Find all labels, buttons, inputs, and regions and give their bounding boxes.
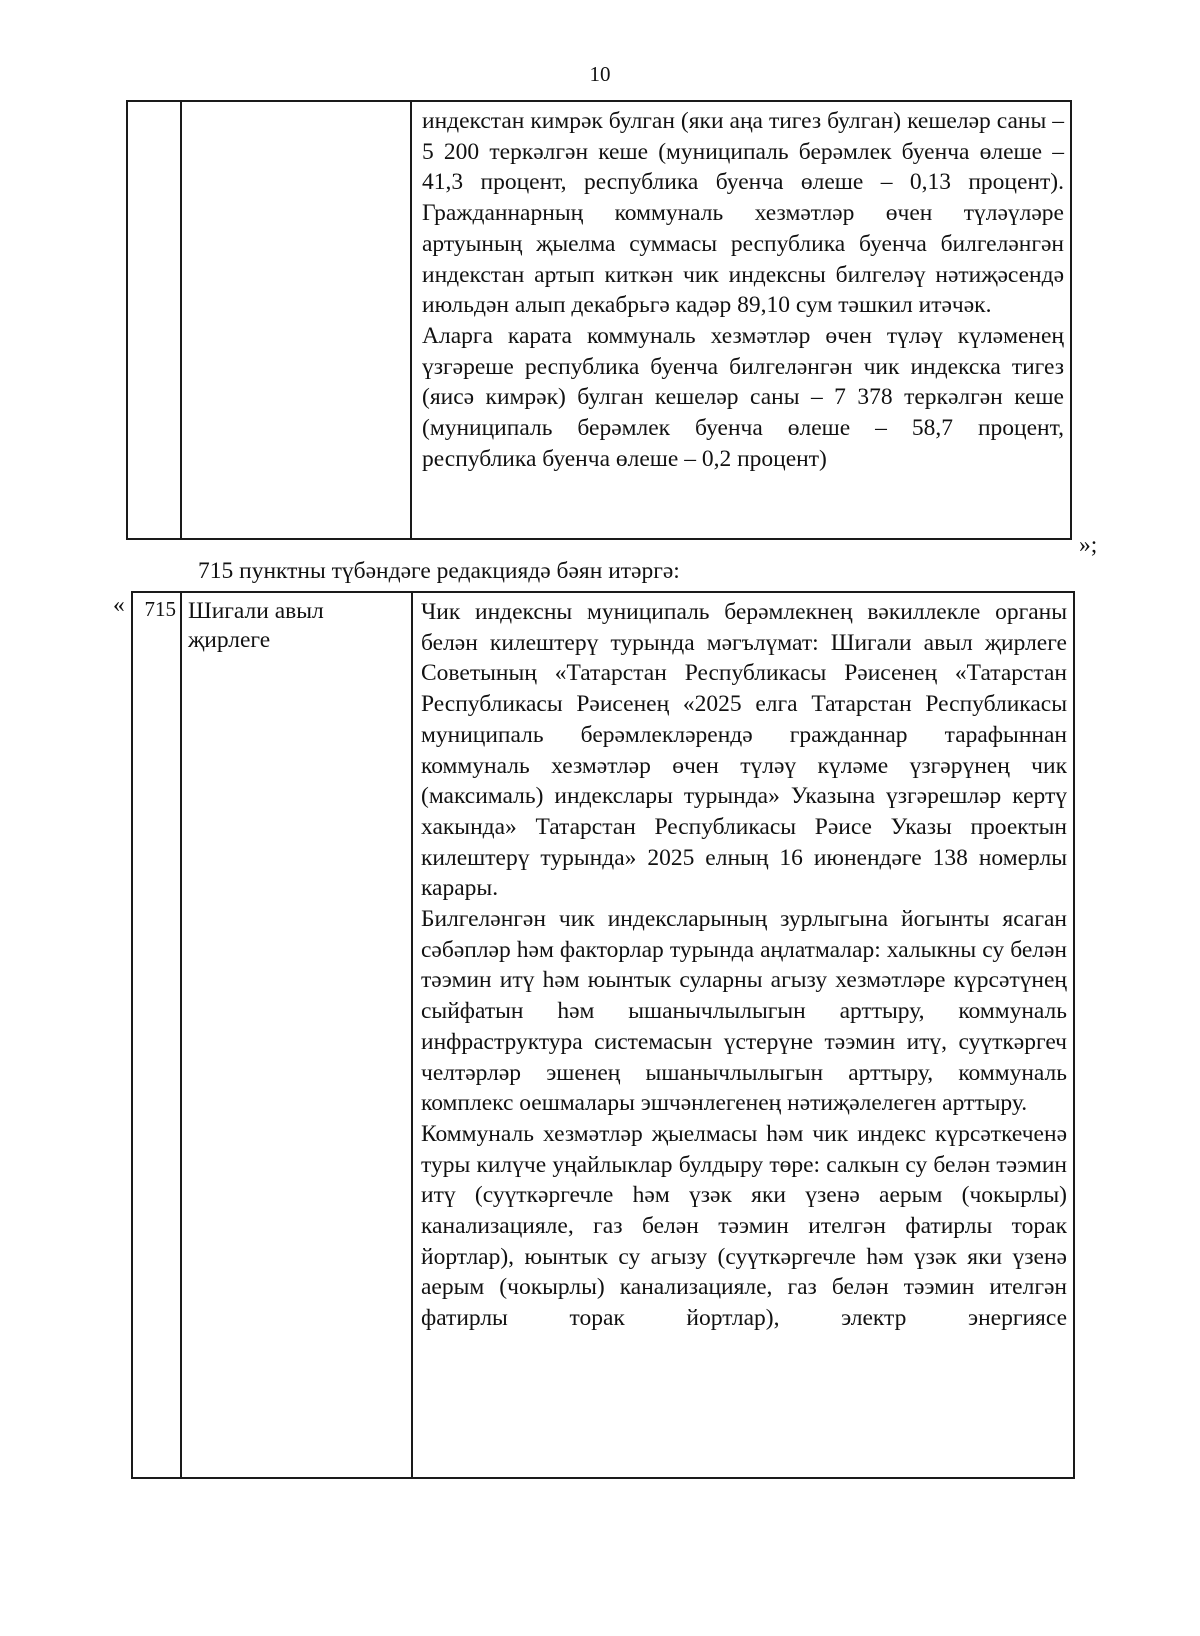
- paragraph-count-equal-index: Аларга карата коммуналь хезмәтләр өчен түләү күләменең үзгәреше республика буенча билгеләнгән чик индекска тигез (яисә кимрәк) булган кешеләр саны – 7 378 теркәлгән кеше (муниципаль берәмлек буенча өлеше – 58,7 процент, республика буенча өлеше – 0,2 процент): [422, 322, 1064, 472]
- closing-quote-mark: »;: [1079, 532, 1098, 558]
- row-number-cell: 715: [132, 592, 181, 1478]
- table-row: [127, 101, 1071, 539]
- description-cell: [412, 592, 1074, 1478]
- table-top-fragment: [126, 100, 1072, 540]
- paragraph-factors-explanation: Билгеләнгән чик индексларының зурлыгына йогынты ясаган сәбәпләр һәм факторлар турында аңлатмалар: халыкны су белән тәэмин итү һәм юынтык суларны агызу хезмәтләре күрсәтүнең сыйфатын һәм ышанычлылыгын арттыру, коммуналь инфраструктура системасын үстерүне тәэмин итү, суүткәргеч челтәрләр эшенең ышанычлылыгын арттыру, коммуналь комплекс оешмалары эшчәнлегенең нәтиҗәлелеген арттыру.: [421, 906, 1067, 1117]
- table-row: [132, 592, 1074, 1478]
- table-bottom-fragment: [131, 591, 1075, 1479]
- paragraph-amenities-type: Коммуналь хезмәтләр җыелмасы һәм чик индекс күрсәткеченә туры килүче уңайлыклар булдыру төре: салкын су белән тәэмин итү (суүткәргечле һәм үзәк яки үзенә аерым (чокырлы) канализацияле, газ белән тәэмин ителгән фатирлы торак йортлар), юынтык су агызу (суүткәргечле һәм үзәк яки үзенә аерым (чокырлы) канализацияле, газ белән тәэмин ителгән фатирлы торак йортлар), электр энергиясе: [421, 1120, 1067, 1332]
- paragraph-count-below-index: индекстан кимрәк булган (яки аңа тигез булган) кешеләр саны – 5 200 теркәлгән кеше (муниципаль берәмлек буенча өлеше – 41,3 процент, республика буенча өлеше – 0,13 процент).: [422, 108, 1064, 196]
- description-cell: [411, 101, 1071, 539]
- paragraph-agreement-info: Чик индексны муниципаль берәмлекнең вәкиллекле органы белән килештерү турында мәгълүмат: Шигали авыл җирлеге Советының «Татарстан Республикасы Рәисенең «Татарстан Республикасы Рәисенең «2025 елга Татарстан Республикасы муниципаль берәмлекләрендә гражданнар тарафыннан коммуналь хезмәтләр өчен түләү күләме үзгәрүнең чик (максималь) индекслары турында» Указына үзгәрешләр кертү хакында» Татарстан Республикасы Рәисе Указы проектын килештерү турында» 2025 елның 16 июнендәге 138 номерлы карары.: [421, 599, 1067, 902]
- paragraph-payment-increase: Гражданнарның коммуналь хезмәтләр өчен түләүләре артуының җыелма суммасы республика буенча билгеләнгән индекстан артып киткән чик индексны билгеләү нәтиҗәсендә июльдән алып декабрьгә кадәр 89,10 сум тәшкил итәчәк.: [422, 200, 1064, 319]
- amendment-instruction: 715 пунктны түбәндәге редакциядә бәян итәргә:: [198, 558, 680, 584]
- municipality-name-cell: Шигали авыл җирлеге: [181, 592, 412, 1478]
- page-number: 10: [589, 62, 611, 86]
- municipality-name-cell: [181, 101, 411, 539]
- opening-quote-mark: «: [113, 592, 125, 618]
- row-number-cell: [127, 101, 181, 539]
